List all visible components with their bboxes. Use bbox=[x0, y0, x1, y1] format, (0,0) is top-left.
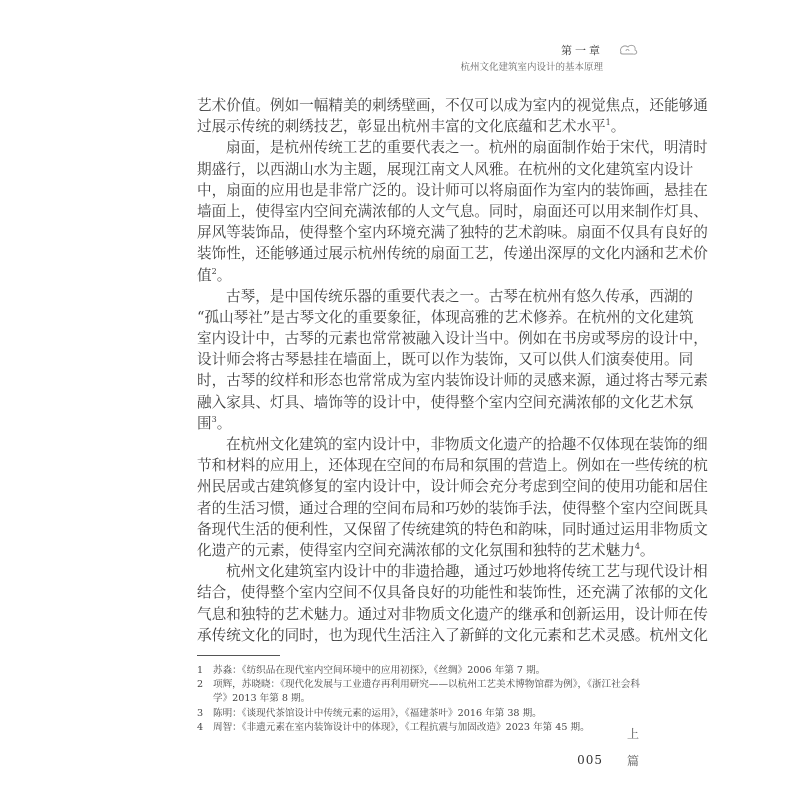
text-line bbox=[197, 137, 708, 158]
footnote-ref[interactable]: 4 bbox=[634, 541, 640, 551]
footnote-item bbox=[197, 678, 640, 706]
footnote-ref[interactable]: 3 bbox=[211, 414, 217, 424]
line-text: 备现代生活的便利性，又保留了传统建筑的特色和韵味，同时通过运用非物质文 bbox=[197, 520, 708, 538]
footnote-number: 1 bbox=[197, 665, 204, 676]
line-text: 墙面上，使得室内空间充满浓郁的人文气息。同时，扇面还可以用来制作灯具、 bbox=[197, 202, 708, 220]
line-text: 期盛行，以西湖山水为主题，展现江南文人风雅。在杭州的文化建筑室内设计 bbox=[197, 160, 694, 178]
text-line bbox=[197, 392, 694, 413]
line-text: 结合，使得整个室内空间不仅具备良好的功能性和装饰性，还充满了浓郁的文化 bbox=[197, 584, 708, 602]
footnote-number: 3 bbox=[197, 707, 204, 719]
text-line bbox=[197, 434, 708, 455]
line-text: 围 bbox=[197, 414, 212, 432]
line-text: 装饰性，还能够通过展示杭州传统的扇面工艺，传递出深厚的文化内涵和艺术价 bbox=[197, 245, 708, 263]
footnote-number: 4 bbox=[197, 721, 204, 733]
line-text: 古琴，是中国传统乐器的重要代表之一。古琴在杭州有悠久传承，西湖的 bbox=[226, 287, 694, 305]
text-line bbox=[197, 307, 694, 328]
paragraph bbox=[197, 561, 708, 646]
cloud-ornament-icon bbox=[618, 42, 640, 58]
footnote-text: 项辉，苏晓晓：《现代化发展与工业遗存再利用研究——以杭州工艺美术博物馆群为例》，《浙江社会科 bbox=[213, 679, 640, 691]
text-line bbox=[197, 476, 708, 497]
text-line bbox=[197, 413, 603, 434]
line-text: 值 bbox=[197, 266, 212, 284]
text-line bbox=[197, 540, 655, 561]
punctuation: 。 bbox=[216, 266, 232, 284]
chapter-heading: 第一章 bbox=[561, 44, 603, 57]
line-text: 杭州文化建筑室内设计中的非遗拾趣，通过巧妙地将传统工艺与现代设计相 bbox=[226, 563, 708, 581]
text-line bbox=[197, 265, 603, 286]
text-line bbox=[197, 604, 708, 625]
text-line bbox=[197, 625, 708, 646]
line-text: 节和材料的应用上，还体现在空间的布局和氛围的营造上。例如在一些传统的杭 bbox=[197, 457, 708, 475]
footnote-text: 苏淼：《纺织品在现代室内空间环境中的应用初探》，《丝绸》2006 年第 7 期。 bbox=[213, 665, 546, 676]
line-text: “孤山琴社”是古琴文化的重要象征，体现高雅的艺术修养。在杭州的文化建筑 bbox=[197, 308, 694, 326]
text-line bbox=[197, 519, 708, 540]
line-text: 扇面，是杭州传统工艺的重要代表之一。杭州的扇面制作始于宋代，明清时 bbox=[226, 139, 708, 157]
line-text: 气息和独特的艺术魅力。通过对非物质文化遗产的继承和创新运用，设计师在传 bbox=[197, 605, 708, 623]
text-line bbox=[197, 95, 708, 116]
text-line bbox=[197, 498, 708, 519]
text-line bbox=[197, 582, 708, 603]
line-text: 在杭州文化建筑的室内设计中，非物质文化遗产的拾趣不仅体现在装饰的细 bbox=[226, 436, 708, 453]
text-line bbox=[197, 561, 708, 582]
text-line bbox=[197, 180, 708, 201]
text-line bbox=[197, 201, 708, 222]
footnote-text: 陈明：《谈现代茶馆设计中传统元素的运用》，《福建茶叶》2016 年第 38 期。 bbox=[213, 707, 542, 719]
punctuation: 。 bbox=[216, 414, 232, 432]
text-line bbox=[197, 455, 708, 476]
line-text: 艺术价值。例如一幅精美的刺绣壁画，不仅可以成为室内的视觉焦点，还能够通 bbox=[197, 97, 708, 114]
line-text: 屏风等装饰品，使得整个室内环境充满了独特的艺术韵味。扇面不仅具有良好的 bbox=[197, 224, 708, 242]
volume-label-top: 上 bbox=[627, 727, 640, 741]
line-text: 中，扇面的应用也是非常广泛的。设计师可以将扇面作为室内的装饰画，悬挂在 bbox=[197, 181, 708, 199]
text-line bbox=[197, 159, 694, 180]
footnote-item bbox=[197, 664, 617, 678]
text-line bbox=[197, 370, 708, 391]
footnote-ref[interactable]: 2 bbox=[211, 266, 217, 276]
text-line bbox=[197, 243, 708, 264]
footnote-ref[interactable]: 1 bbox=[605, 118, 611, 128]
footnote-text: 周智：《非遗元素在室内装饰设计中的体现》，《工程抗震与加固改造》2023 年第 45 期。 bbox=[213, 721, 590, 733]
footnote-text: 学》2013 年第 8 期。 bbox=[213, 693, 311, 705]
footnote-number: 2 bbox=[197, 679, 204, 691]
line-text: 过展示传统的刺绣技艺，彰显出杭州丰富的文化底蕴和艺术水平 bbox=[197, 118, 606, 136]
paragraph bbox=[197, 137, 708, 285]
punctuation: 。 bbox=[639, 541, 655, 559]
paragraph bbox=[197, 434, 708, 561]
text-line bbox=[197, 328, 708, 349]
text-line bbox=[197, 222, 708, 243]
text-line bbox=[197, 286, 694, 307]
line-text: 化遗产的元素，使得室内空间充满浓郁的文化氛围和独特的艺术魅力 bbox=[197, 541, 635, 559]
line-text: 者的生活习惯，通过合理的空间布局和巧妙的装饰手法，使得整个室内空间既具 bbox=[197, 499, 708, 517]
line-text: 时，古琴的纹样和形态也常常成为室内装饰设计师的灵感来源，通过将古琴元素 bbox=[197, 372, 708, 390]
line-text: 承传统文化的同时，也为现代生活注入了新鲜的文化元素和艺术灵感。杭州文化 bbox=[197, 626, 708, 644]
volume-label-bottom: 篇 bbox=[627, 754, 640, 768]
paragraph bbox=[197, 286, 708, 434]
chapter-subtitle: 杭州文化建筑室内设计的基本原理 bbox=[460, 62, 603, 73]
page-number: 005 bbox=[577, 753, 603, 767]
text-line bbox=[197, 349, 694, 370]
footnote-divider bbox=[197, 655, 280, 656]
line-text: 室内设计中，古琴的元素也常常被融入设计当中。例如在书房或琴房的设计中， bbox=[197, 330, 708, 348]
footnote-item bbox=[197, 721, 617, 735]
line-text: 融入家具、灯具、墙饰等的设计中，使得整个室内空间充满浓郁的文化艺术氛 bbox=[197, 393, 694, 411]
footnote-item bbox=[197, 707, 617, 721]
line-text: 州民居或古建筑修复的室内设计中，设计师会充分考虑到空间的使用功能和居住 bbox=[197, 478, 708, 496]
punctuation: 。 bbox=[610, 118, 626, 136]
paragraph bbox=[197, 95, 708, 137]
text-line bbox=[197, 116, 626, 137]
body-text bbox=[197, 95, 708, 646]
line-text: 设计师会将古琴悬挂在墙面上，既可以作为装饰，又可以供人们演奏使用。同 bbox=[197, 351, 694, 369]
footnotes bbox=[197, 664, 640, 735]
